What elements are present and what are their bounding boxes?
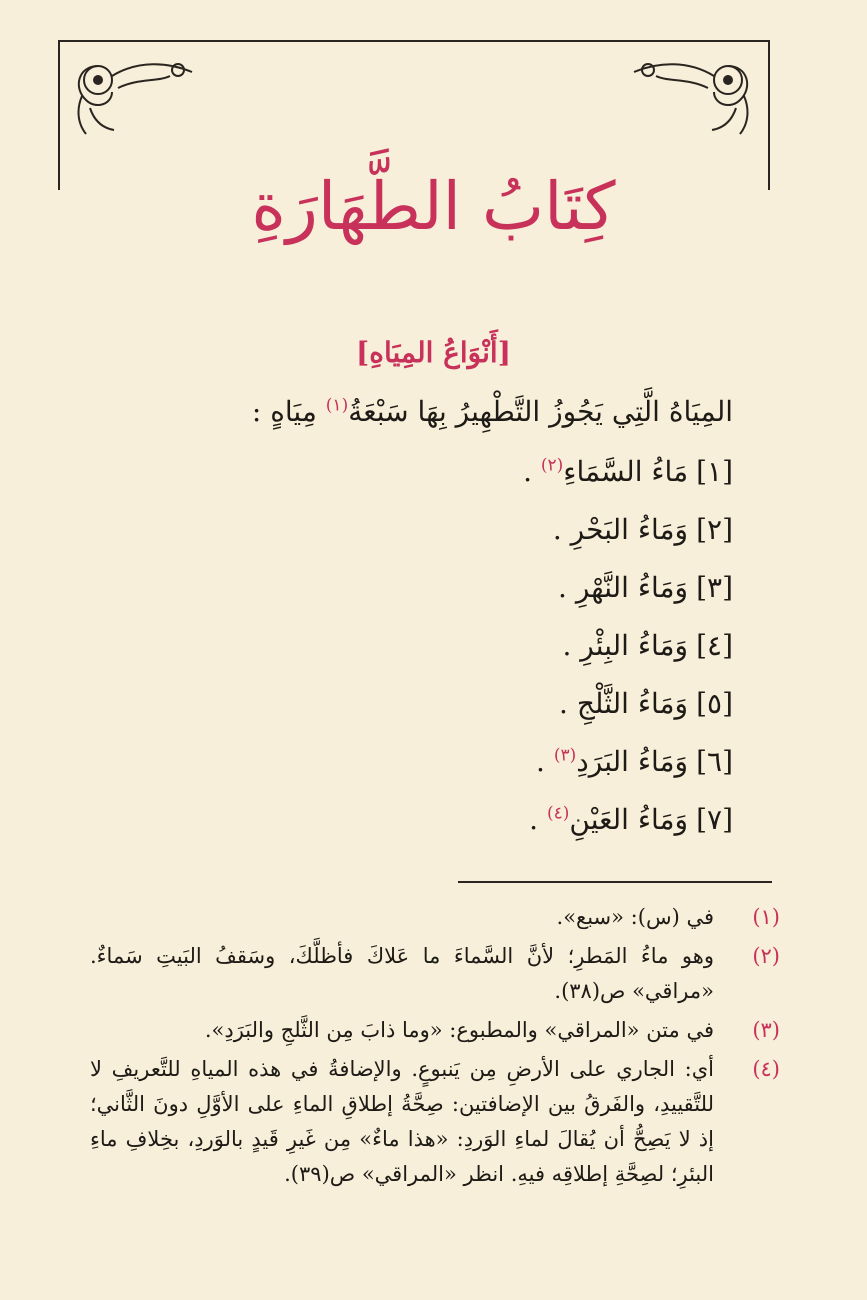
item-text: وَمَاءُ الثَّلْجِ (576, 687, 689, 720)
footnote-text: وهو ماءُ المَطرِ؛ لأنَّ السَّماءَ ما عَلاكَ فأظلَّكَ، وسَقفُ البَيتِ سَماءٌ. «مراقي» ص(٣٨). (90, 944, 714, 1003)
item-number: [٣] (696, 571, 733, 604)
list-item (133, 629, 733, 687)
item-end: . (523, 455, 541, 488)
footnote-ref: (٤) (546, 803, 570, 824)
list-item (133, 513, 733, 571)
item-text: وَمَاءُ البَرَدِ (576, 745, 689, 778)
footnote (90, 900, 780, 935)
footnote (90, 1013, 780, 1048)
corner-ornament-left-icon (68, 48, 198, 138)
frame-top-line (58, 40, 770, 42)
footnote-text: في (س): «سبع». (556, 905, 714, 929)
intro-line (133, 395, 733, 428)
item-number: [٢] (696, 513, 733, 546)
list-item (133, 455, 733, 513)
item-number: [٤] (696, 629, 733, 662)
water-types-list (133, 455, 733, 861)
item-end: . (559, 687, 577, 720)
footnotes (90, 900, 780, 1196)
footnote-number: (٢) (752, 944, 780, 968)
footnote-ref: (١) (325, 395, 349, 416)
item-end: . (552, 513, 571, 546)
footnote-divider (458, 881, 772, 883)
footnote (90, 1052, 780, 1192)
chapter-title: كِتَابُ الطَّهَارَةِ (251, 168, 616, 245)
list-item (133, 745, 733, 803)
item-text: وَمَاءُ البَحْرِ (570, 513, 689, 546)
item-number: [٥] (696, 687, 733, 720)
intro-text-end: مِيَاهٍ : (251, 395, 326, 428)
corner-ornament-right-icon (628, 48, 758, 138)
item-text: وَمَاءُ النَّهْرِ (575, 571, 689, 604)
item-number: [١] (696, 455, 733, 488)
footnote-ref: (٣) (553, 745, 577, 766)
footnote-text: في متن «المراقي» والمطبوع: «وما ذابَ مِن الثَّلجِ والبَرَدِ». (204, 1018, 714, 1042)
intro-text: المِيَاهُ الَّتِي يَجُوزُ التَّطْهِيرُ بِهَا سَبْعَةُ (348, 395, 733, 428)
list-item (133, 803, 733, 861)
footnote-text: أي: الجاري على الأرضِ مِن يَنبوعٍ. والإضافةُ في هذه المياهِ للتَّعريفِ لا للتَّقييدِ، والفَرقُ بين الإضافتين: صِحَّةُ إطلاقِ الماءِ على الأوَّلِ دونَ الثَّاني؛ إذ لا يَصِحُّ أن يُقالَ لماءِ الوَردِ: «هذا ماءٌ» مِن غَيرِ قَيدٍ بالوَردِ، بخِلافِ ماءِ البئرِ؛ لصِحَّةِ إطلاقِه فيهِ. انظر «المراقي» ص(٣٩). (90, 1057, 714, 1186)
item-text: وَمَاءُ العَيْنِ (569, 803, 689, 836)
footnote-ref: (٢) (540, 455, 564, 476)
item-text: وَمَاءُ البِئْرِ (580, 629, 689, 662)
item-end: . (562, 629, 581, 662)
item-end: . (558, 571, 576, 604)
footnote-number: (٣) (752, 1018, 780, 1042)
item-number: [٧] (696, 803, 733, 836)
item-text: مَاءُ السَّمَاءِ (563, 455, 689, 488)
item-end: . (529, 803, 547, 836)
item-number: [٦] (696, 745, 733, 778)
list-item (133, 687, 733, 745)
footnote-number: (٤) (752, 1057, 780, 1081)
list-item (133, 571, 733, 629)
footnote (90, 939, 780, 1009)
footnote-number: (١) (752, 905, 780, 929)
item-end: . (536, 745, 554, 778)
section-heading: [أَنْوَاعُ المِيَاهِ] (356, 336, 511, 369)
